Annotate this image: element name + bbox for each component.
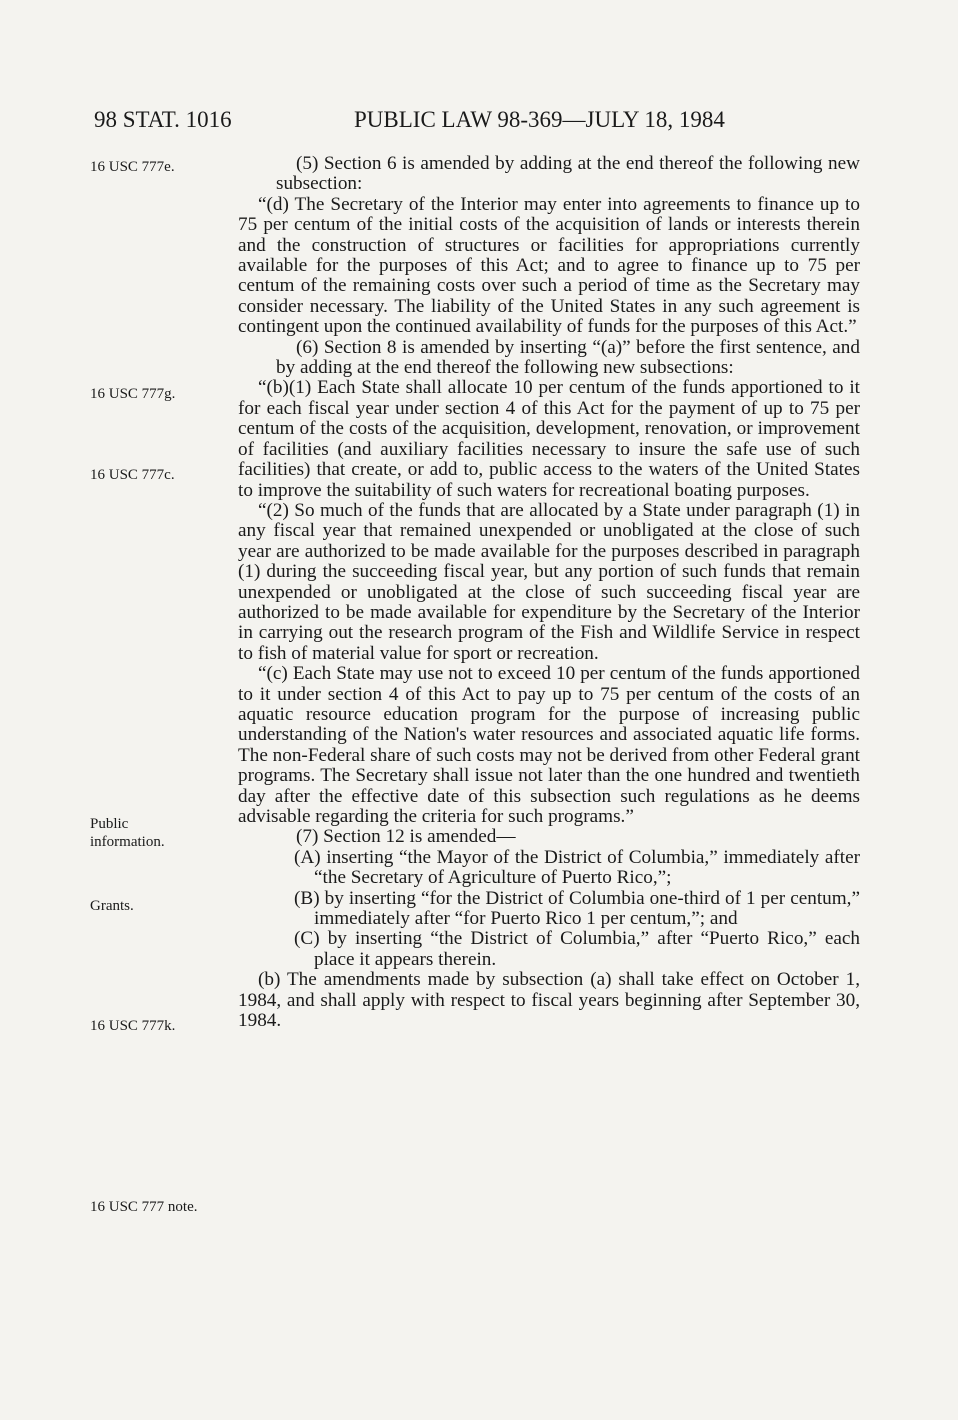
- body-text: [238, 154, 860, 1031]
- margin-note: 16 USC 777k.: [90, 1018, 176, 1034]
- clause-a: (A) inserting “the Mayor of the District of Columbia,” immediately after “the Secretary of Agriculture of Puerto Rico,”;: [294, 846, 860, 889]
- paragraph-5: (5) Section 6 is amended by adding at the end thereof the following new subsection:: [276, 153, 860, 195]
- subsection-c: “(c) Each State may use not to exceed 10 per centum of the funds apportioned to it under section 4 of this Act to pay up to 75 per centum of the costs of an aquatic resource education program for the purpose of increasing public understanding of the Nation's water resources and associated aquatic life forms. The non-Federal share of such costs may not be derived from other Federal grant programs. The Secretary shall issue not later than the one hundred and twentieth day after the effective date of this subsection such regulations as he deems advisable regarding the criteria for such programs.”: [238, 663, 860, 827]
- margin-note: 16 USC 777c.: [90, 467, 175, 483]
- clause-b: (B) by inserting “for the District of Columbia one-third of 1 per centum,” immediately after “for Puerto Rico 1 per centum,”; and: [294, 887, 860, 930]
- stat-reference: 98 STAT. 1016: [94, 107, 232, 132]
- subsection-b1: “(b)(1) Each State shall allocate 10 per centum of the funds apportioned to it for each fiscal year under section 4 of this Act for the payment of up to 75 per centum of the costs of the acquisition, development, renovation, or improvement of facilities (and auxiliary facilities necessary to insure the safe use of such facilities) that create, or add to, public access to the waters of the United States to improve the suitability of such waters for recreational boating purposes.: [238, 377, 860, 501]
- subsection-d: “(d) The Secretary of the Interior may enter into agreements to finance up to 75 per centum of the initial costs of the acquisition of lands or interests therein and the construction of structures or facilities for appropriations currently available for the purposes of this Act; and to agree to finance up to 75 per centum of the remaining costs over such a period of time as the Secretary may consider necessary. The liability of the United States in any such agreement is contingent upon the continued availability of funds for the purposes of this Act.”: [238, 193, 860, 338]
- margin-note: Grants.: [90, 898, 134, 914]
- margin-note: 16 USC 777e.: [90, 159, 175, 175]
- margin-note: 16 USC 777 note.: [90, 1199, 198, 1215]
- clause-c: (C) by inserting “the District of Columbia,” after “Puerto Rico,” each place it appears therein.: [294, 928, 860, 970]
- margin-note: 16 USC 777g.: [90, 386, 176, 402]
- paragraph-6: (6) Section 8 is amended by inserting “(a)” before the first sentence, and by adding at the end thereof the following new subsections:: [276, 336, 860, 379]
- subsection-b2: “(2) So much of the funds that are allocated by a State under paragraph (1) in any fiscal year that remained unexpended or unobligated at the close of such year are authorized to be made available for the purposes described in paragraph (1) during the succeeding fiscal year, but any portion of such funds that remain unexpended or unobligated at the close of such succeeding fiscal year are authorized to be made available for expenditure by the Secretary of the Interior in carrying out the research program of the Fish and Wildlife Service in respect to fish of material value for sport or recreation.: [238, 499, 860, 664]
- margin-note: Public information.: [90, 816, 165, 850]
- subsection-effective-date: (b) The amendments made by subsection (a) shall take effect on October 1, 1984, and shall apply with respect to fiscal years beginning after September 30, 1984.: [238, 969, 860, 1032]
- paragraph-7: (7) Section 12 is amended—: [296, 826, 516, 848]
- page-title: PUBLIC LAW 98-369—JULY 18, 1984: [354, 107, 725, 132]
